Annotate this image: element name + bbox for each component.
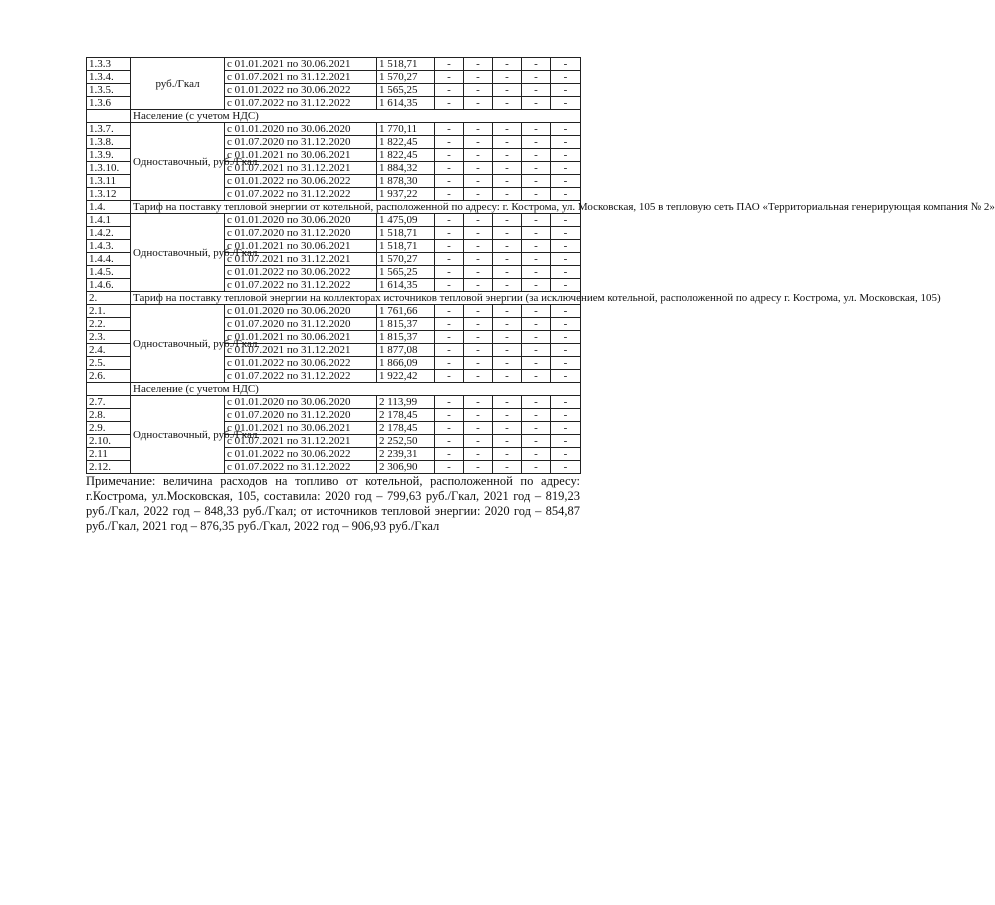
empty-value-dash: - [464,422,493,435]
empty-value-dash: - [493,331,522,344]
row-number: 1.3.7. [87,123,131,136]
row-number: 1.3.4. [87,71,131,84]
empty-value-dash: - [551,461,581,474]
table-row [87,305,581,318]
empty-value-dash: - [464,149,493,162]
empty-value-dash: - [435,175,464,188]
empty-value-dash: - [464,162,493,175]
empty-value-dash: - [435,370,464,383]
period-cell: с 01.07.2022 по 31.12.2022 [225,461,377,474]
empty-value-dash: - [522,136,551,149]
empty-value-dash: - [493,97,522,110]
tariff-table [86,57,995,474]
empty-value-dash: - [522,357,551,370]
tariff-value: 1 922,42 [377,370,435,383]
empty-value-dash: - [435,58,464,71]
empty-value-dash: - [435,253,464,266]
empty-value-dash: - [464,344,493,357]
table-row [87,396,581,409]
empty-value-dash: - [464,370,493,383]
empty-value-dash: - [551,58,581,71]
empty-value-dash: - [435,331,464,344]
empty-value-dash: - [435,318,464,331]
row-number: 2.7. [87,396,131,409]
empty-value-dash: - [551,370,581,383]
empty-value-dash: - [493,227,522,240]
unit-cell: руб./Гкал [131,58,225,110]
empty-value-dash: - [522,396,551,409]
section-title: Население (с учетом НДС) [131,383,581,396]
row-number: 2.11 [87,448,131,461]
empty-value-dash: - [435,305,464,318]
row-number: 2.8. [87,409,131,422]
empty-value-dash: - [522,214,551,227]
empty-value-dash: - [551,97,581,110]
empty-value-dash: - [464,253,493,266]
unit-cell: Одноставочный, руб./Гкал [131,214,225,292]
section-num-cell [87,383,131,396]
row-number: 2.2. [87,318,131,331]
tariff-value: 1 937,22 [377,188,435,201]
tariff-value: 1 614,35 [377,279,435,292]
empty-value-dash: - [522,279,551,292]
empty-value-dash: - [464,409,493,422]
empty-value-dash: - [551,344,581,357]
empty-value-dash: - [522,448,551,461]
empty-value-dash: - [551,266,581,279]
empty-value-dash: - [522,331,551,344]
empty-value-dash: - [551,162,581,175]
period-cell: с 01.01.2022 по 30.06.2022 [225,84,377,97]
empty-value-dash: - [464,123,493,136]
row-number: 2.4. [87,344,131,357]
empty-value-dash: - [435,227,464,240]
empty-value-dash: - [464,435,493,448]
section-title: Население (с учетом НДС) [131,110,581,123]
tariff-value: 1 614,35 [377,97,435,110]
tariff-value: 1 518,71 [377,240,435,253]
empty-value-dash: - [522,84,551,97]
empty-value-dash: - [435,266,464,279]
tariff-value: 1 770,11 [377,123,435,136]
period-cell: с 01.01.2022 по 30.06.2022 [225,357,377,370]
empty-value-dash: - [551,253,581,266]
empty-value-dash: - [551,318,581,331]
empty-value-dash: - [435,214,464,227]
table-row [87,214,581,227]
empty-value-dash: - [522,97,551,110]
tariff-value: 2 113,99 [377,396,435,409]
section-row [87,383,581,396]
tariff-table-body [87,58,995,474]
empty-value-dash: - [551,175,581,188]
period-cell: с 01.01.2022 по 30.06.2022 [225,175,377,188]
empty-value-dash: - [493,149,522,162]
empty-value-dash: - [435,188,464,201]
empty-value-dash: - [551,396,581,409]
empty-value-dash: - [551,409,581,422]
empty-value-dash: - [464,84,493,97]
empty-value-dash: - [493,123,522,136]
footnote: Примечание: величина расходов на топливо от котельной, расположенной по адресу: г.Кострома, ул.Московская, 105, составила: 2020 год – 799,63 руб./Гкал, 2021 год – 819,23 руб./Гкал, 2022 год – 848,33 руб./Гкал; от источников тепловой энергии: 2020 год – 854,87 руб./Гкал, 2021 год – 876,35 руб./Гкал, 2022 год – 906,93 руб./Гкал [86,474,580,533]
heading-row [87,201,581,214]
empty-value-dash: - [435,448,464,461]
empty-value-dash: - [493,84,522,97]
empty-value-dash: - [522,435,551,448]
empty-value-dash: - [522,422,551,435]
period-cell: с 01.01.2021 по 30.06.2021 [225,149,377,162]
empty-value-dash: - [522,370,551,383]
period-cell: с 01.07.2022 по 31.12.2022 [225,279,377,292]
empty-value-dash: - [435,422,464,435]
empty-value-dash: - [493,305,522,318]
row-number: 1.4.3. [87,240,131,253]
period-cell: с 01.01.2022 по 30.06.2022 [225,448,377,461]
empty-value-dash: - [551,331,581,344]
empty-value-dash: - [551,305,581,318]
empty-value-dash: - [435,409,464,422]
heading-num: 2. [87,292,131,305]
period-cell: с 01.07.2022 по 31.12.2022 [225,188,377,201]
row-number: 2.5. [87,357,131,370]
row-number: 1.3.11 [87,175,131,188]
empty-value-dash: - [522,318,551,331]
period-cell: с 01.01.2021 по 30.06.2021 [225,240,377,253]
row-number: 2.1. [87,305,131,318]
empty-value-dash: - [435,344,464,357]
empty-value-dash: - [464,461,493,474]
row-number: 1.4.4. [87,253,131,266]
empty-value-dash: - [493,266,522,279]
empty-value-dash: - [551,123,581,136]
table-row [87,58,581,71]
empty-value-dash: - [435,240,464,253]
section-num-cell [87,110,131,123]
period-cell: с 01.07.2022 по 31.12.2022 [225,97,377,110]
empty-value-dash: - [493,344,522,357]
empty-value-dash: - [551,435,581,448]
tariff-value: 1 822,45 [377,136,435,149]
period-cell: с 01.07.2021 по 31.12.2021 [225,435,377,448]
empty-value-dash: - [464,227,493,240]
empty-value-dash: - [493,240,522,253]
tariff-value: 1 570,27 [377,71,435,84]
empty-value-dash: - [551,227,581,240]
tariff-value: 1 518,71 [377,227,435,240]
empty-value-dash: - [435,396,464,409]
empty-value-dash: - [522,344,551,357]
row-number: 1.4.1 [87,214,131,227]
row-number: 1.3.3 [87,58,131,71]
empty-value-dash: - [493,214,522,227]
empty-value-dash: - [493,422,522,435]
period-cell: с 01.07.2022 по 31.12.2022 [225,370,377,383]
empty-value-dash: - [493,370,522,383]
tariff-value: 2 178,45 [377,422,435,435]
empty-value-dash: - [522,253,551,266]
empty-value-dash: - [493,396,522,409]
tariff-value: 1 866,09 [377,357,435,370]
empty-value-dash: - [522,188,551,201]
empty-value-dash: - [493,58,522,71]
empty-value-dash: - [435,84,464,97]
empty-value-dash: - [435,97,464,110]
tariff-value: 1 570,27 [377,253,435,266]
tariff-value: 1 878,30 [377,175,435,188]
period-cell: с 01.07.2021 по 31.12.2021 [225,344,377,357]
heading-row [87,292,581,305]
empty-value-dash: - [551,448,581,461]
tariff-value: 2 239,31 [377,448,435,461]
empty-value-dash: - [493,188,522,201]
period-cell: с 01.01.2021 по 30.06.2021 [225,422,377,435]
row-number: 1.3.9. [87,149,131,162]
period-cell: с 01.01.2020 по 30.06.2020 [225,214,377,227]
empty-value-dash: - [522,461,551,474]
empty-value-dash: - [551,279,581,292]
empty-value-dash: - [464,97,493,110]
empty-value-dash: - [464,357,493,370]
row-number: 2.6. [87,370,131,383]
row-number: 1.4.6. [87,279,131,292]
empty-value-dash: - [435,279,464,292]
tariff-value: 1 761,66 [377,305,435,318]
empty-value-dash: - [493,357,522,370]
document-page [86,57,995,547]
section-row [87,110,581,123]
empty-value-dash: - [493,136,522,149]
unit-cell: Одноставочный, руб./Гкал [131,305,225,383]
row-number: 1.4.5. [87,266,131,279]
empty-value-dash: - [551,422,581,435]
period-cell: с 01.01.2020 по 30.06.2020 [225,396,377,409]
empty-value-dash: - [522,71,551,84]
empty-value-dash: - [493,279,522,292]
empty-value-dash: - [464,188,493,201]
empty-value-dash: - [435,162,464,175]
empty-value-dash: - [493,253,522,266]
tariff-value: 1 565,25 [377,266,435,279]
tariff-value: 1 815,37 [377,318,435,331]
empty-value-dash: - [464,175,493,188]
empty-value-dash: - [551,71,581,84]
empty-value-dash: - [522,58,551,71]
empty-value-dash: - [493,71,522,84]
empty-value-dash: - [464,71,493,84]
tariff-value: 1 518,71 [377,58,435,71]
empty-value-dash: - [522,123,551,136]
period-cell: с 01.01.2021 по 30.06.2021 [225,331,377,344]
empty-value-dash: - [464,214,493,227]
empty-value-dash: - [493,448,522,461]
tariff-value: 2 178,45 [377,409,435,422]
empty-value-dash: - [464,318,493,331]
unit-cell: Одноставочный, руб./Гкал [131,123,225,201]
tariff-value: 1 884,32 [377,162,435,175]
tariff-value: 1 565,25 [377,84,435,97]
period-cell: с 01.07.2021 по 31.12.2021 [225,162,377,175]
empty-value-dash: - [522,240,551,253]
empty-value-dash: - [435,357,464,370]
row-number: 2.10. [87,435,131,448]
empty-value-dash: - [551,136,581,149]
empty-value-dash: - [522,266,551,279]
empty-value-dash: - [551,149,581,162]
empty-value-dash: - [493,435,522,448]
tariff-value: 1 815,37 [377,331,435,344]
row-number: 2.9. [87,422,131,435]
empty-value-dash: - [464,331,493,344]
period-cell: с 01.01.2021 по 30.06.2021 [225,58,377,71]
empty-value-dash: - [435,149,464,162]
tariff-value: 2 306,90 [377,461,435,474]
empty-value-dash: - [493,162,522,175]
empty-value-dash: - [522,162,551,175]
empty-value-dash: - [551,84,581,97]
empty-value-dash: - [464,279,493,292]
empty-value-dash: - [522,227,551,240]
empty-value-dash: - [522,409,551,422]
empty-value-dash: - [522,175,551,188]
period-cell: с 01.01.2020 по 30.06.2020 [225,123,377,136]
period-cell: с 01.01.2022 по 30.06.2022 [225,266,377,279]
empty-value-dash: - [551,214,581,227]
period-cell: с 01.07.2020 по 31.12.2020 [225,227,377,240]
period-cell: с 01.07.2020 по 31.12.2020 [225,409,377,422]
period-cell: с 01.07.2020 по 31.12.2020 [225,318,377,331]
empty-value-dash: - [493,318,522,331]
row-number: 1.3.6 [87,97,131,110]
row-number: 2.3. [87,331,131,344]
period-cell: с 01.07.2020 по 31.12.2020 [225,136,377,149]
empty-value-dash: - [464,396,493,409]
empty-value-dash: - [551,357,581,370]
empty-value-dash: - [493,175,522,188]
empty-value-dash: - [464,240,493,253]
heading-text: Тариф на поставку тепловой энергии на коллекторах источников тепловой энергии (за исключением котельной, расположенной по адресу г. Кострома, ул. Московская, 105) [131,292,581,305]
empty-value-dash: - [435,461,464,474]
tariff-value: 1 877,08 [377,344,435,357]
empty-value-dash: - [551,188,581,201]
empty-value-dash: - [522,149,551,162]
tariff-value: 1 822,45 [377,149,435,162]
row-number: 1.3.5. [87,84,131,97]
row-number: 1.3.8. [87,136,131,149]
empty-value-dash: - [464,266,493,279]
empty-value-dash: - [435,123,464,136]
row-number: 1.3.12 [87,188,131,201]
heading-text: Тариф на поставку тепловой энергии от котельной, расположенной по адресу: г. Кострома, ул. Московская, 105 в тепловую сеть ПАО «Территориальная генерирующая компания № 2» [131,201,581,214]
period-cell: с 01.07.2021 по 31.12.2021 [225,71,377,84]
empty-value-dash: - [464,448,493,461]
empty-value-dash: - [464,305,493,318]
empty-value-dash: - [551,240,581,253]
tariff-value: 1 475,09 [377,214,435,227]
period-cell: с 01.01.2020 по 30.06.2020 [225,305,377,318]
empty-value-dash: - [435,435,464,448]
tariff-value: 2 252,50 [377,435,435,448]
empty-value-dash: - [464,58,493,71]
heading-num: 1.4. [87,201,131,214]
row-number: 2.12. [87,461,131,474]
period-cell: с 01.07.2021 по 31.12.2021 [225,253,377,266]
empty-value-dash: - [522,305,551,318]
row-number: 1.4.2. [87,227,131,240]
unit-cell: Одноставочный, руб./Гкал [131,396,225,474]
empty-value-dash: - [493,409,522,422]
row-number: 1.3.10. [87,162,131,175]
table-row [87,123,581,136]
empty-value-dash: - [435,136,464,149]
empty-value-dash: - [435,71,464,84]
empty-value-dash: - [464,136,493,149]
empty-value-dash: - [493,461,522,474]
